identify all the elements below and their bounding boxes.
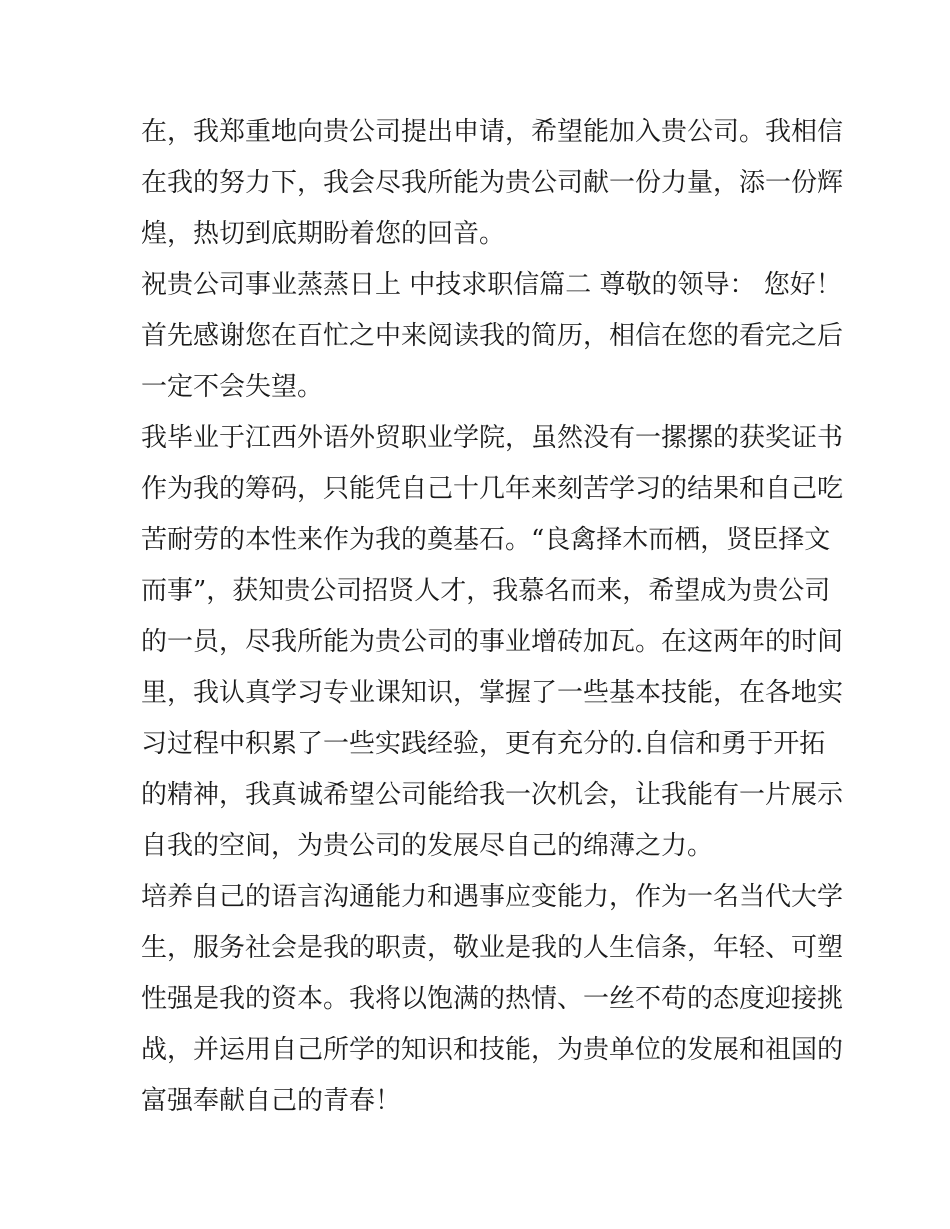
text-line: 而事”，获知贵公司招贤人才，我慕名而来，希望成为贵公司: [141, 576, 831, 606]
text-line: 在，我郑重地向贵公司提出申请，希望能加入贵公司。我相信: [141, 117, 844, 147]
text-line: 首先感谢您在百忙之中来阅读我的简历，相信在您的看完之后: [141, 321, 844, 351]
text-line: 性强是我的资本。我将以饱满的热情、一丝不苟的态度迎接挑: [141, 984, 844, 1014]
paragraph-background: [141, 413, 844, 872]
text-line: 煌，热切到底期盼着您的回音。: [141, 219, 506, 249]
text-line: 一定不会失望。: [141, 372, 324, 402]
paragraph-application: [141, 107, 844, 260]
text-line: 富强奉献自己的青春！: [141, 1086, 402, 1116]
text-line: 生，服务社会是我的职责，敬业是我的人生信条，年轻、可塑: [141, 933, 844, 963]
paragraph-closing: [141, 872, 844, 1127]
text-line: 在我的努力下，我会尽我所能为贵公司献一份力量，添一份辉: [141, 168, 844, 198]
paragraph-greeting: [141, 260, 844, 413]
text-line: 里，我认真学习专业课知识，掌握了一些基本技能，在各地实: [141, 678, 844, 708]
text-line: 作为我的筹码，只能凭自己十几年来刻苦学习的结果和自己吃: [141, 474, 844, 504]
document-body: [141, 107, 844, 1127]
text-line: 的一员，尽我所能为贵公司的事业增砖加瓦。在这两年的时间: [141, 627, 844, 657]
text-line: 自我的空间，为贵公司的发展尽自己的绵薄之力。: [141, 831, 714, 861]
text-line: 战，并运用自己所学的知识和技能，为贵单位的发展和祖国的: [141, 1035, 844, 1065]
text-line: 的精神，我真诚希望公司能给我一次机会，让我能有一片展示: [141, 780, 844, 810]
text-line: 我毕业于江西外语外贸职业学院，虽然没有一摞摞的获奖证书: [141, 423, 844, 453]
text-line: 培养自己的语言沟通能力和遇事应变能力，作为一名当代大学: [141, 882, 844, 912]
text-line: 祝贵公司事业蒸蒸日上 中技求职信篇二 尊敬的领导： 您好！: [141, 270, 842, 300]
text-line: 习过程中积累了一些实践经验，更有充分的.自信和勇于开拓: [141, 729, 826, 759]
text-line: 苦耐劳的本性来作为我的奠基石。“良禽择木而栖，贤臣择文: [141, 525, 831, 555]
